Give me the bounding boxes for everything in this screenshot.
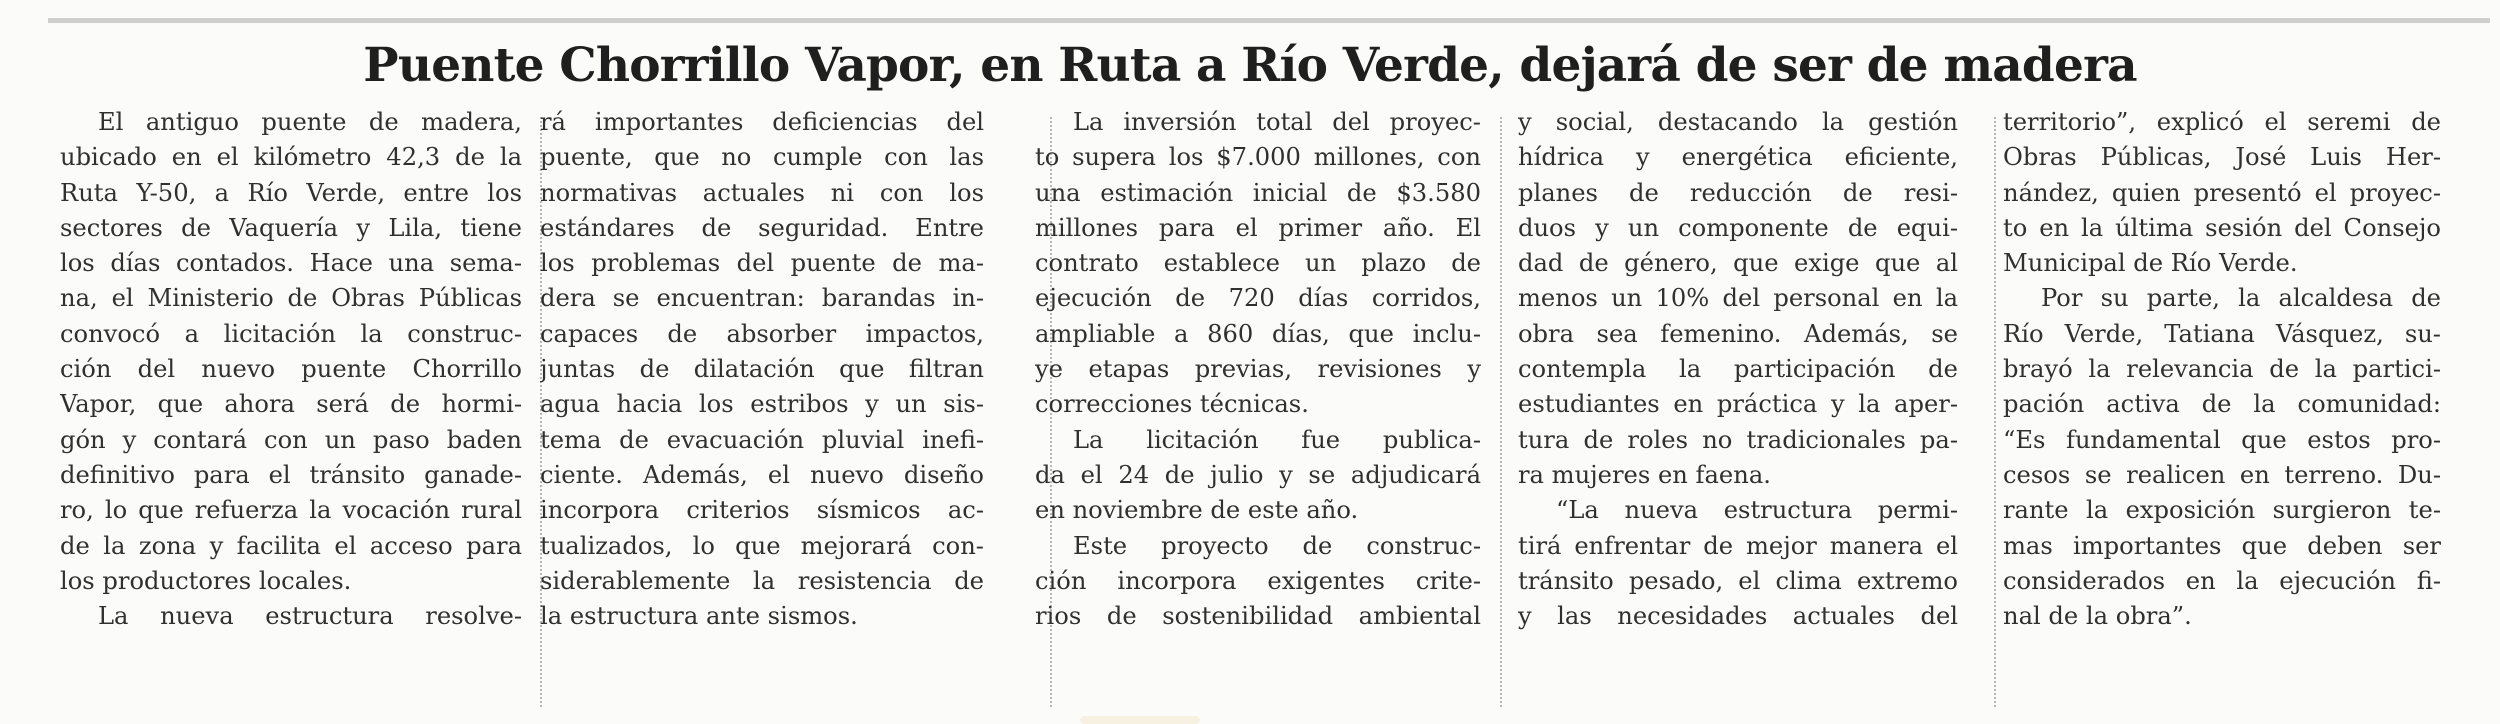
body-text-line: de la zona y facilita el acceso para — [60, 531, 522, 560]
body-text-line: puente, que no cumple con las — [540, 143, 984, 172]
body-text-line: ye etapas previas, revisiones y — [1035, 355, 1481, 384]
body-text-line: Municipal de Río Verde. — [2003, 249, 2298, 278]
column-divider — [1500, 117, 1502, 707]
body-text-line: “La nueva estructura permi- — [1556, 496, 1958, 525]
body-text-line: tualizados, lo que mejorará con- — [540, 531, 984, 560]
body-text-line: una estimación inicial de $3.580 — [1035, 178, 1481, 207]
body-text-line: rá importantes deficiencias del — [540, 108, 984, 136]
article-body — [0, 105, 2500, 715]
body-text-line: los días contados. Hace una sema- — [60, 249, 522, 278]
article-column-4 — [1518, 105, 1958, 715]
body-text-line: cesos se realicen en terreno. Du- — [2003, 460, 2441, 489]
body-text-line: ro, lo que refuerza la vocación rural — [60, 496, 522, 525]
body-text-line: pación activa de la comunidad: — [2003, 390, 2441, 419]
body-text-line: rios de sostenibilidad ambiental — [1035, 602, 1481, 631]
body-text-line: y social, destacando la gestión — [1518, 108, 1958, 136]
body-text-line: los problemas del puente de ma- — [540, 249, 984, 278]
body-text-line: mas importantes que deben ser — [2003, 531, 2441, 560]
body-text-line: los productores locales. — [60, 566, 352, 595]
body-text-line: territorio”, explicó el seremi de — [2003, 108, 2441, 136]
body-text-line: sectores de Vaquería y Lila, tiene — [60, 213, 522, 242]
top-rule — [48, 6, 2490, 23]
body-text-line: dera se encuentran: barandas in- — [540, 284, 984, 313]
body-text-line: millones para el primer año. El — [1035, 213, 1481, 242]
column-divider — [1994, 117, 1996, 707]
body-text-line: La inversión total del proyec- — [1073, 108, 1481, 136]
body-text-line: nández, quien presentó el proyec- — [2003, 178, 2441, 207]
body-text-line: agua hacia los estribos y un sis- — [540, 390, 984, 419]
body-text-line: dad de género, que exige que al — [1518, 249, 1958, 278]
body-text-line: Ruta Y-50, a Río Verde, entre los — [60, 178, 522, 207]
body-text-line: convocó a licitación la construc- — [60, 319, 522, 348]
body-text-line: Vapor, que ahora será de hormi- — [60, 390, 522, 419]
article-column-3 — [1035, 105, 1481, 715]
body-text-line: ampliable a 860 días, que inclu- — [1035, 319, 1481, 348]
body-text-line: ciente. Además, el nuevo diseño — [540, 460, 984, 489]
body-text-line: na, el Ministerio de Obras Públicas — [60, 284, 522, 313]
body-text-line: menos un 10% del personal en la — [1518, 284, 1958, 313]
article-column-1 — [60, 105, 522, 715]
body-text-line: estudiantes en práctica y la aper- — [1518, 390, 1958, 419]
body-text-line: ción del nuevo puente Chorrillo — [60, 355, 522, 384]
body-text-line: juntas de dilatación que filtran — [540, 355, 984, 384]
body-text-line: planes de reducción de resi- — [1518, 178, 1958, 207]
body-text-line: tura de roles no tradicionales pa- — [1518, 425, 1958, 454]
body-text-line: y las necesidades actuales del — [1518, 602, 1958, 631]
body-text-line: ción incorpora exigentes crite- — [1035, 566, 1481, 595]
body-text-line: ubicado en el kilómetro 42,3 de la — [60, 143, 522, 172]
body-text-line: en noviembre de este año. — [1035, 496, 1359, 525]
body-text-line: contempla la participación de — [1518, 355, 1958, 384]
body-text-line: estándares de seguridad. Entre — [540, 213, 984, 242]
body-text-line: definitivo para el tránsito ganade- — [60, 460, 522, 489]
article-column-2 — [540, 105, 984, 715]
body-text-line: La nueva estructura resolve- — [98, 602, 522, 631]
body-text-line: tránsito pesado, el clima extremo — [1518, 566, 1958, 595]
body-text-line: rante la exposición surgieron te- — [2003, 496, 2441, 525]
body-text-line: Obras Públicas, José Luis Her- — [2003, 143, 2441, 172]
body-text-line: incorpora criterios sísmicos ac- — [540, 496, 984, 525]
article-column-5 — [2003, 105, 2441, 715]
body-text-line: normativas actuales ni con los — [540, 178, 984, 207]
body-text-line: La licitación fue publica- — [1073, 425, 1481, 454]
body-text-line: “Es fundamental que estos pro- — [2003, 425, 2441, 454]
body-text-line: contrato establece un plazo de — [1035, 249, 1481, 278]
body-text-line: El antiguo puente de madera, — [98, 108, 522, 136]
body-text-line: Por su parte, la alcaldesa de — [2041, 284, 2441, 313]
body-text-line: siderablemente la resistencia de — [540, 566, 984, 595]
body-text-line: duos y un componente de equi- — [1518, 213, 1958, 242]
body-text-line: to en la última sesión del Consejo — [2003, 213, 2441, 242]
body-text-line: ra mujeres en faena. — [1518, 460, 1771, 489]
body-text-line: considerados en la ejecución fi- — [2003, 566, 2441, 595]
body-text-line: hídrica y energética eficiente, — [1518, 143, 1958, 172]
body-text-line: Río Verde, Tatiana Vásquez, su- — [2003, 319, 2441, 348]
print-smudge — [1080, 716, 1200, 724]
body-text-line: la estructura ante sismos. — [540, 602, 858, 631]
body-text-line: tirá enfrentar de mejor manera el — [1518, 531, 1958, 560]
body-text-line: correcciones técnicas. — [1035, 390, 1309, 419]
body-text-line: obra sea femenino. Además, se — [1518, 319, 1958, 348]
body-text-line: nal de la obra”. — [2003, 602, 2192, 631]
body-text-line: brayó la relevancia de la partici- — [2003, 355, 2441, 384]
body-text-line: capaces de absorber impactos, — [540, 319, 984, 348]
body-text-line: ejecución de 720 días corridos, — [1035, 284, 1481, 313]
body-text-line: Este proyecto de construc- — [1073, 531, 1481, 560]
body-text-line: to supera los $7.000 millones, con — [1035, 143, 1481, 172]
body-text-line: tema de evacuación pluvial inefi- — [540, 425, 984, 454]
body-text-line: da el 24 de julio y se adjudicará — [1035, 460, 1481, 489]
body-text-line: gón y contará con un paso baden — [60, 425, 522, 454]
article-headline: Puente Chorrillo Vapor, en Ruta a Río Verde, dejará de ser de madera — [363, 38, 2137, 93]
